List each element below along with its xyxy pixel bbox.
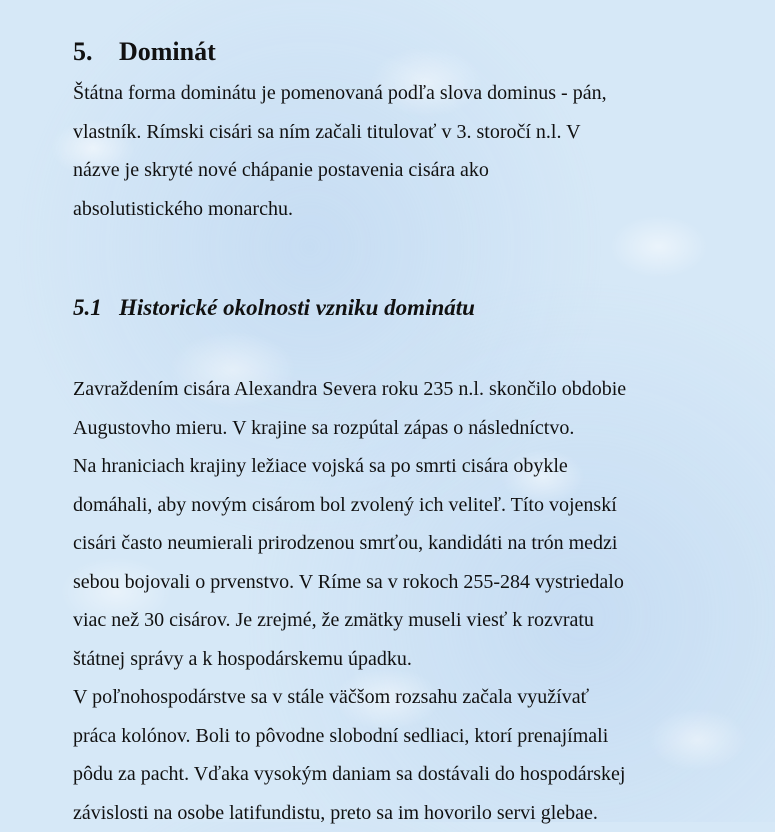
- document-page: [73, 30, 713, 832]
- section-number: 5.: [73, 30, 119, 74]
- intro-paragraph: [73, 74, 713, 228]
- text-line: Štátna forma dominátu je pomenovaná podľa slova dominus - pán,: [73, 74, 713, 113]
- text-line: práca kolónov. Boli to pôvodne slobodní sedliaci, ktorí prenajímali: [73, 717, 713, 756]
- text-line: domáhali, aby novým cisárom bol zvolený ich veliteľ. Títo vojenskí: [73, 486, 713, 525]
- text-line: viac než 30 cisárov. Je zrejmé, že zmätky museli viesť k rozvratu: [73, 601, 713, 640]
- text-line: absolutistického monarchu.: [73, 190, 713, 229]
- body-paragraph: [73, 370, 713, 832]
- text-line: štátnej správy a k hospodárskemu úpadku.: [73, 640, 713, 679]
- text-line: závislosti na osobe latifundistu, preto sa im hovorilo servi glebae.: [73, 794, 713, 832]
- subsection-number: 5.1: [73, 288, 119, 328]
- spacer: [73, 228, 713, 288]
- text-line: vlastník. Rímski cisári sa ním začali titulovať v 3. storočí n.l. V: [73, 113, 713, 152]
- text-line: pôdu za pacht. Vďaka vysokým daniam sa dostávali do hospodárskej: [73, 755, 713, 794]
- text-line: cisári často neumierali prirodzenou smrťou, kandidáti na trón medzi: [73, 524, 713, 563]
- text-line: Na hraniciach krajiny ležiace vojská sa po smrti cisára obykle: [73, 447, 713, 486]
- subsection-heading: [73, 288, 713, 328]
- spacer: [73, 328, 713, 370]
- subsection-title: Historické okolnosti vzniku dominátu: [119, 295, 475, 320]
- text-line: názve je skryté nové chápanie postavenia cisára ako: [73, 151, 713, 190]
- text-line: Zavraždením cisára Alexandra Severa roku 235 n.l. skončilo obdobie: [73, 370, 713, 409]
- text-line: sebou bojovali o prvenstvo. V Ríme sa v rokoch 255-284 vystriedalo: [73, 563, 713, 602]
- section-title: Dominát: [119, 37, 216, 66]
- section-heading: [73, 30, 713, 74]
- text-line: V poľnohospodárstve sa v stále väčšom rozsahu začala využívať: [73, 678, 713, 717]
- text-line: Augustovho mieru. V krajine sa rozpútal zápas o následníctvo.: [73, 409, 713, 448]
